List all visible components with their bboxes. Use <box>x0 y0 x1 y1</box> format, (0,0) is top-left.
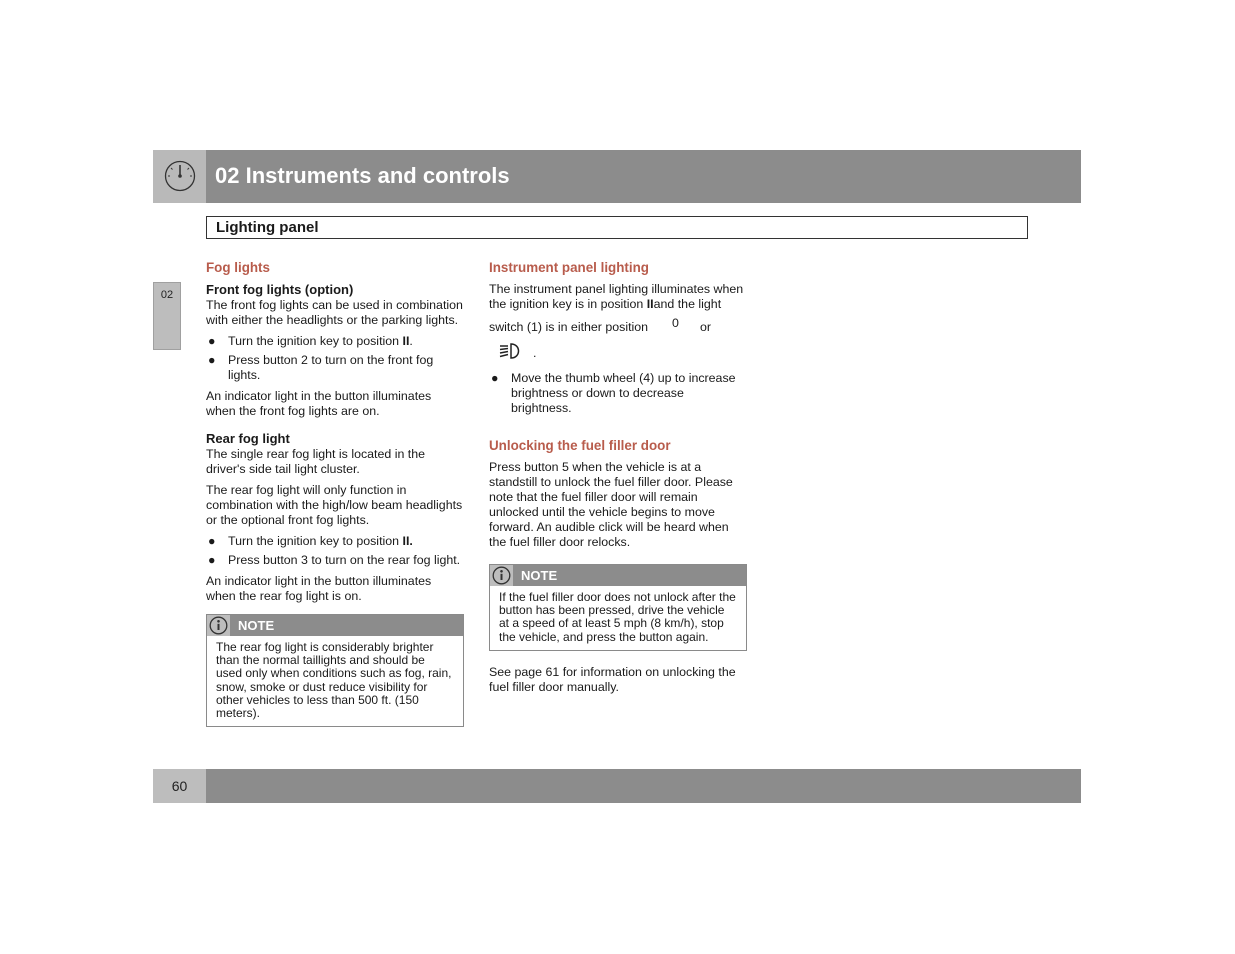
note-body: The rear fog light is considerably brighter than the normal taillights and should be used only when conditions such as fog, rain, snow, smoke or dust reduce visibility for other vehicles to less than 500 ft. (150 meters). <box>216 640 452 721</box>
bullet: ● <box>208 534 216 548</box>
note-header <box>207 615 463 636</box>
rear-fog-paragraph-2: The rear fog light will only function in combination with the high/low beam headlights or the optional front fog lights. <box>206 483 463 527</box>
instrument-lighting-heading: Instrument panel lighting <box>489 260 649 275</box>
rear-fog-note <box>206 614 464 727</box>
section-title-box <box>206 216 1028 239</box>
fuel-door-paragraph: Press button 5 when the vehicle is at a standstill to unlock the fuel filler door. Please note that the fuel filler door will remain unlocked until the vehicle begins to move forward. An audible click will be heard when the fuel filler door relocks. <box>489 460 733 549</box>
note-label: NOTE <box>521 568 558 583</box>
bullet: ● <box>491 371 499 385</box>
headlight-symbol-row: . <box>489 341 747 363</box>
section-title: Lighting panel <box>216 219 319 236</box>
list-item: ● Turn the ignition key to position II. <box>208 534 413 548</box>
fuel-door-note <box>489 564 747 651</box>
instrument-lighting-paragraph: The instrument panel lighting illuminates when the ignition key is in position IIand the light <box>489 282 744 311</box>
front-fog-title: Front fog lights (option) <box>206 282 354 297</box>
rear-fog-indicator-paragraph: An indicator light in the button illuminates when the rear fog light is on. <box>206 574 432 603</box>
list-item: ● Press button 2 to turn on the front fog lights. <box>208 353 434 382</box>
page-footer <box>153 769 1081 803</box>
page-number: 60 <box>171 778 188 794</box>
note-label: NOTE <box>238 618 275 633</box>
gauge-icon <box>163 159 197 193</box>
bullet: ● <box>208 553 216 567</box>
note-body: If the fuel filler door does not unlock after the button has been pressed, drive the vehicle at a speed of at least 5 mph (8 km/h), stop the vehicle, and press the button again. <box>499 590 736 644</box>
brightness-steps <box>489 371 747 416</box>
fuel-door-heading: Unlocking the fuel filler door <box>489 438 671 453</box>
bullet: ● <box>208 353 216 367</box>
list-item: ● Move the thumb wheel (4) up to increase brightness or down to decrease brightness. <box>491 371 736 415</box>
headlight-icon <box>499 342 525 360</box>
light-switch-paragraph: switch (1) is in either position 0 or <box>489 316 712 334</box>
fog-lights-heading: Fog lights <box>206 260 270 275</box>
note-header <box>490 565 746 586</box>
bullet: ● <box>208 334 216 348</box>
rear-fog-title: Rear fog light <box>206 431 290 446</box>
front-fog-steps <box>206 334 464 383</box>
list-item: ● Press button 3 to turn on the rear fog light. <box>208 553 461 567</box>
or-text: or <box>700 320 712 334</box>
chapter-tab-label: 02 <box>160 289 174 301</box>
rear-fog-steps <box>206 534 464 568</box>
left-column <box>206 260 464 727</box>
front-fog-indicator-paragraph: An indicator light in the button illuminates when the front fog lights are on. <box>206 389 432 418</box>
list-item: ● Turn the ignition key to position II. <box>208 334 413 348</box>
see-page-paragraph: See page 61 for information on unlocking the fuel filler door manually. <box>489 664 736 694</box>
front-fog-paragraph: The front fog lights can be used in combination with either the headlights or the parking lights. <box>206 298 463 327</box>
right-column <box>489 260 747 701</box>
position-zero-symbol: 0 <box>672 316 679 330</box>
info-icon <box>492 566 511 585</box>
rear-fog-paragraph-1: The single rear fog light is located in the driver's side tail light cluster. <box>206 447 426 476</box>
chapter-tab[interactable] <box>153 282 181 350</box>
chapter-icon-box <box>153 150 206 203</box>
page-number-box <box>153 769 206 803</box>
chapter-title: 02 Instruments and controls <box>215 163 510 188</box>
info-icon <box>209 616 228 635</box>
chapter-header <box>153 150 1081 203</box>
